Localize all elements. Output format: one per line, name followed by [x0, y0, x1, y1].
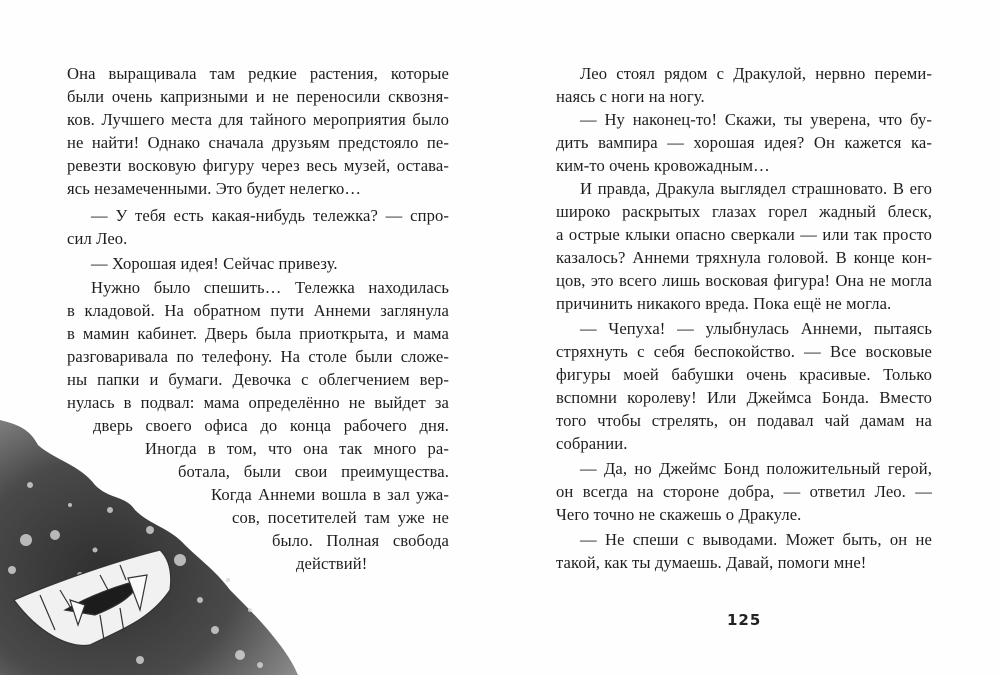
text-line: ревезти восковую фигуру через весь музей, остава- — [67, 156, 449, 175]
text-line: было. Полная свобода — [272, 531, 449, 550]
text-line: сил Лео. — [67, 229, 128, 248]
text-line: наясь с ноги на ногу. — [556, 87, 705, 106]
text-line: в кладовой. На обратном пути Аннеми заглянула — [67, 301, 449, 320]
text-line: он всегда на стороне добра, — ответил Лео. — — [556, 482, 932, 501]
text-line: Иногда в том, что она так много ра- — [145, 439, 449, 458]
text-line: казалось? Аннеми тряхнула головой. В конце кон- — [556, 248, 932, 267]
text-line: разговаривала по телефону. На столе были сложе- — [67, 347, 449, 366]
text-line: цов, это всего лишь восковая фигура! Она не могла — [556, 271, 932, 290]
text-line: дить вампира — хорошая идея? Он кажется ка- — [556, 133, 932, 152]
text-line: широко раскрытых глазах горел жадный блеск, — [556, 202, 932, 221]
text-line: такой, как ты думаешь. Давай, помоги мне! — [556, 553, 867, 572]
text-line: стряхнуть с себя беспокойство. — Все восковые — [556, 342, 932, 361]
text-line: действий! — [296, 554, 368, 573]
text-line: ким-то очень кровожадным… — [556, 156, 770, 175]
page-number: 125 — [727, 611, 762, 629]
text-line: Она выращивала там редкие растения, которые — [67, 64, 449, 83]
text-line: того чтобы стрелять, он подавал чай дамам на — [556, 411, 932, 430]
text-line: — Да, но Джеймс Бонд положительный герой, — [580, 459, 932, 478]
text-line: сов, посетителей там уже не — [232, 508, 449, 527]
text-line: ков. Лучшего места для тайного мероприятия было — [67, 110, 449, 129]
text-line: ботала, были свои преимущества. — [178, 462, 449, 481]
text-line: Чего точно не скажешь о Дракуле. — [556, 505, 802, 524]
text-line: И правда, Дракула выглядел страшновато. В его — [580, 179, 932, 198]
text-line: Лео стоял рядом с Дракулой, нервно переми- — [580, 64, 932, 83]
text-line: — Хорошая идея! Сейчас привезу. — [91, 254, 338, 273]
text-line: дверь своего офиса до конца рабочего дня. — [93, 416, 449, 435]
text-line: — Не спеши с выводами. Может быть, он не — [580, 530, 932, 549]
text-line: в мамин кабинет. Дверь была приоткрыта, и мама — [67, 324, 449, 343]
text-line: — Чепуха! — улыбнулась Аннеми, пытаясь — [580, 319, 932, 338]
text-line: — Ну наконец-то! Скажи, ты уверена, что бу- — [580, 110, 932, 129]
text-line: — У тебя есть какая-нибудь тележка? — спро- — [91, 206, 449, 225]
text-line: фигуры моей бабушки очень красивые. Только — [556, 365, 932, 384]
text-line: причинить никакого вреда. Пока ещё не могла. — [556, 294, 892, 313]
text-line: вспомни королеву! Или Джеймса Бонда. Вместо — [556, 388, 932, 407]
text-line: Когда Аннеми вошла в зал ужа- — [211, 485, 449, 504]
text-line: собрании. — [556, 434, 628, 453]
text-line: а острые клыки опасно сверкали — или так просто — [556, 225, 932, 244]
text-line: Нужно было спешить… Тележка находилась — [91, 278, 449, 297]
text-line: нулась в подвал: мама определённо не выйдет за — [67, 393, 449, 412]
text-line: ясь незамеченными. Это будет нелегко… — [67, 179, 362, 198]
text-line: не найти! Однако сначала друзьям предстояло пе- — [67, 133, 449, 152]
text-line: были очень капризными и не переносили сквозня- — [67, 87, 449, 106]
text-line: ны папки и бумаги. Девочка с облегчением вер- — [67, 370, 449, 389]
